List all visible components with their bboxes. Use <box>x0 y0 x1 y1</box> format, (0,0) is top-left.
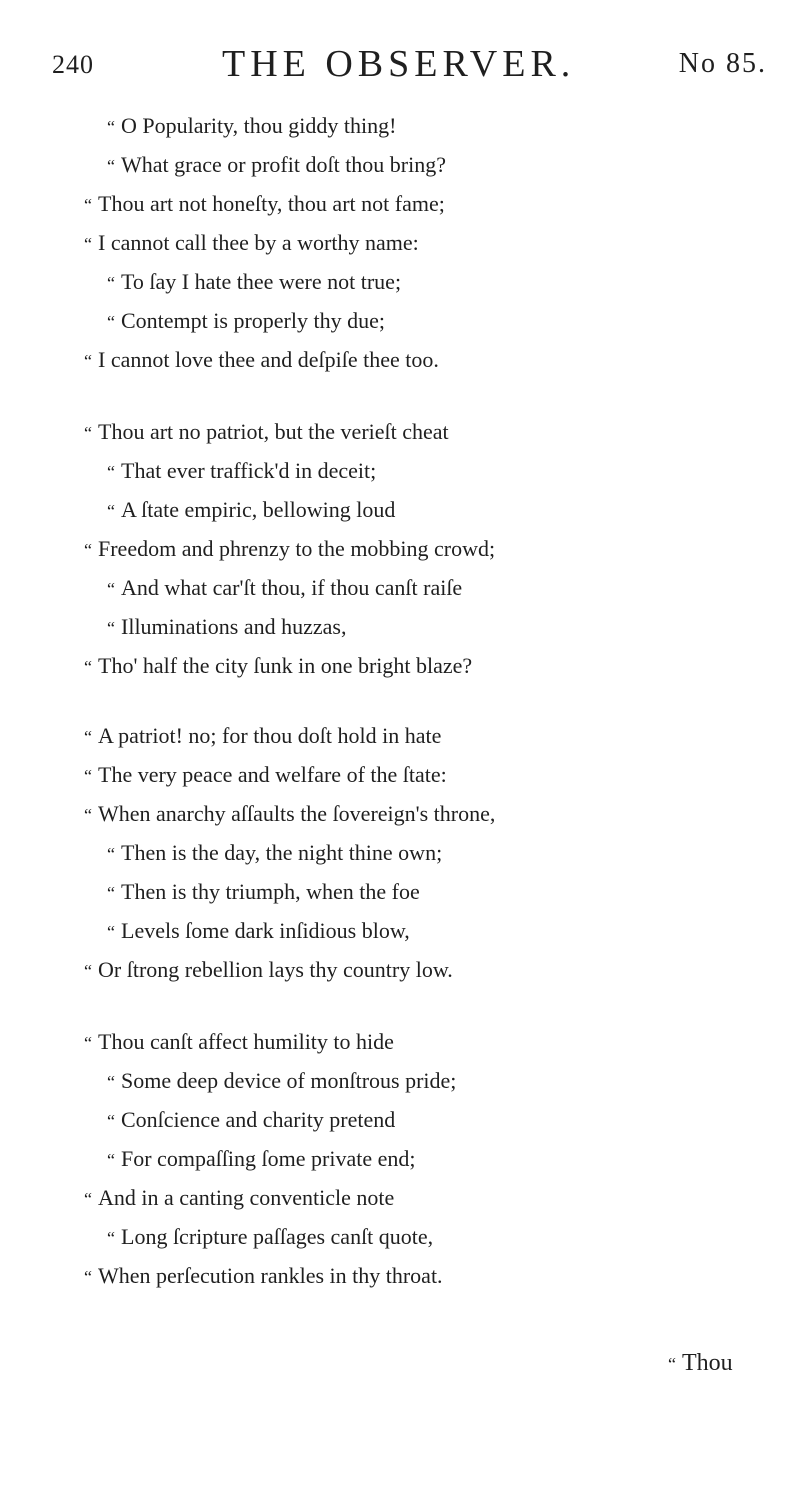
quote-mark: “ <box>84 727 92 747</box>
verse-line: “ I cannot love thee and deſpiſe thee too. <box>84 347 439 372</box>
verse-line: “ Thou art not honeſty, thou art not fame; <box>84 191 445 216</box>
quote-mark: “ <box>107 156 115 176</box>
quote-mark: “ <box>84 766 92 786</box>
verse-line: “ For compaſſing ſome private end; <box>107 1146 416 1171</box>
verse-line: “ To ſay I hate thee were not true; <box>107 269 402 294</box>
page-number: 240 <box>52 50 94 79</box>
verse-line: “ What grace or profit doſt thou bring? <box>107 152 447 177</box>
quote-mark: “ <box>84 805 92 825</box>
page-header <box>52 42 767 90</box>
quote-mark: “ <box>84 657 92 677</box>
quote-mark: “ <box>84 234 92 254</box>
verse-line: “ And what car'ſt thou, if thou canſt raiſe <box>107 575 463 600</box>
quote-mark: “ <box>84 1267 92 1287</box>
quote-mark: “ <box>107 312 115 332</box>
verse-line: “ Then is thy triumph, when the foe <box>107 879 420 904</box>
quote-mark: “ <box>84 423 92 443</box>
verse-line: “ Thou canſt affect humility to hide <box>84 1029 394 1054</box>
running-title: THE OBSERVER. <box>222 43 576 85</box>
quote-mark: “ <box>107 618 115 638</box>
quote-mark: “ <box>107 1150 115 1170</box>
verse-line: “ O Popularity, thou giddy thing! <box>107 113 397 138</box>
verse-line: “ Some deep device of monſtrous pride; <box>107 1068 457 1093</box>
quote-mark: “ <box>107 273 115 293</box>
issue-number: No 85. <box>678 48 767 79</box>
verse-line: “ Thou art no patriot, but the verieſt cheat <box>84 419 449 444</box>
quote-mark: “ <box>107 117 115 137</box>
verse-line: “ A patriot! no; for thou doſt hold in hate <box>84 723 442 748</box>
quote-mark: “ <box>107 844 115 864</box>
quote-mark: “ <box>107 883 115 903</box>
verse-line: “ When perſecution rankles in thy throat. <box>84 1263 443 1288</box>
quote-mark: “ <box>84 961 92 981</box>
verse-line: “ Or ſtrong rebellion lays thy country low. <box>84 957 453 982</box>
quote-mark: “ <box>84 540 92 560</box>
quote-mark: “ <box>84 195 92 215</box>
verse-line: “ I cannot call thee by a worthy name: <box>84 230 419 255</box>
catchword: “ Thou <box>668 1350 733 1376</box>
verse-line: “ Contempt is properly thy due; <box>107 308 385 333</box>
verse-line: “ The very peace and welfare of the ſtate: <box>84 762 447 787</box>
quote-mark: “ <box>107 579 115 599</box>
verse-line: “ Conſcience and charity pretend <box>107 1107 396 1132</box>
verse-line: “ Levels ſome dark inſidious blow, <box>107 918 410 943</box>
quote-mark: “ <box>84 351 92 371</box>
verse-line: “ Long ſcripture paſſages canſt quote, <box>107 1224 434 1249</box>
quote-mark: “ <box>84 1189 92 1209</box>
verse-line: “ A ſtate empiric, bellowing loud <box>107 497 396 522</box>
quote-mark: “ <box>107 1228 115 1248</box>
quote-mark: “ <box>107 462 115 482</box>
verse-line: “ Freedom and phrenzy to the mobbing crowd; <box>84 536 496 561</box>
quote-mark: “ <box>84 1033 92 1053</box>
quote-mark: “ <box>107 501 115 521</box>
verse-line: “ Illuminations and huzzas, <box>107 614 347 639</box>
verse-line: “ And in a canting conventicle note <box>84 1185 395 1210</box>
verse-line: “ That ever traffick'd in deceit; <box>107 458 377 483</box>
quote-mark: “ <box>668 1354 676 1374</box>
verse-line: “ Tho' half the city ſunk in one bright blaze? <box>84 653 473 678</box>
quote-mark: “ <box>107 1111 115 1131</box>
quote-mark: “ <box>107 922 115 942</box>
verse-line: “ When anarchy aſſaults the ſovereign's throne, <box>84 801 496 826</box>
quote-mark: “ <box>107 1072 115 1092</box>
verse-line: “ Then is the day, the night thine own; <box>107 840 443 865</box>
